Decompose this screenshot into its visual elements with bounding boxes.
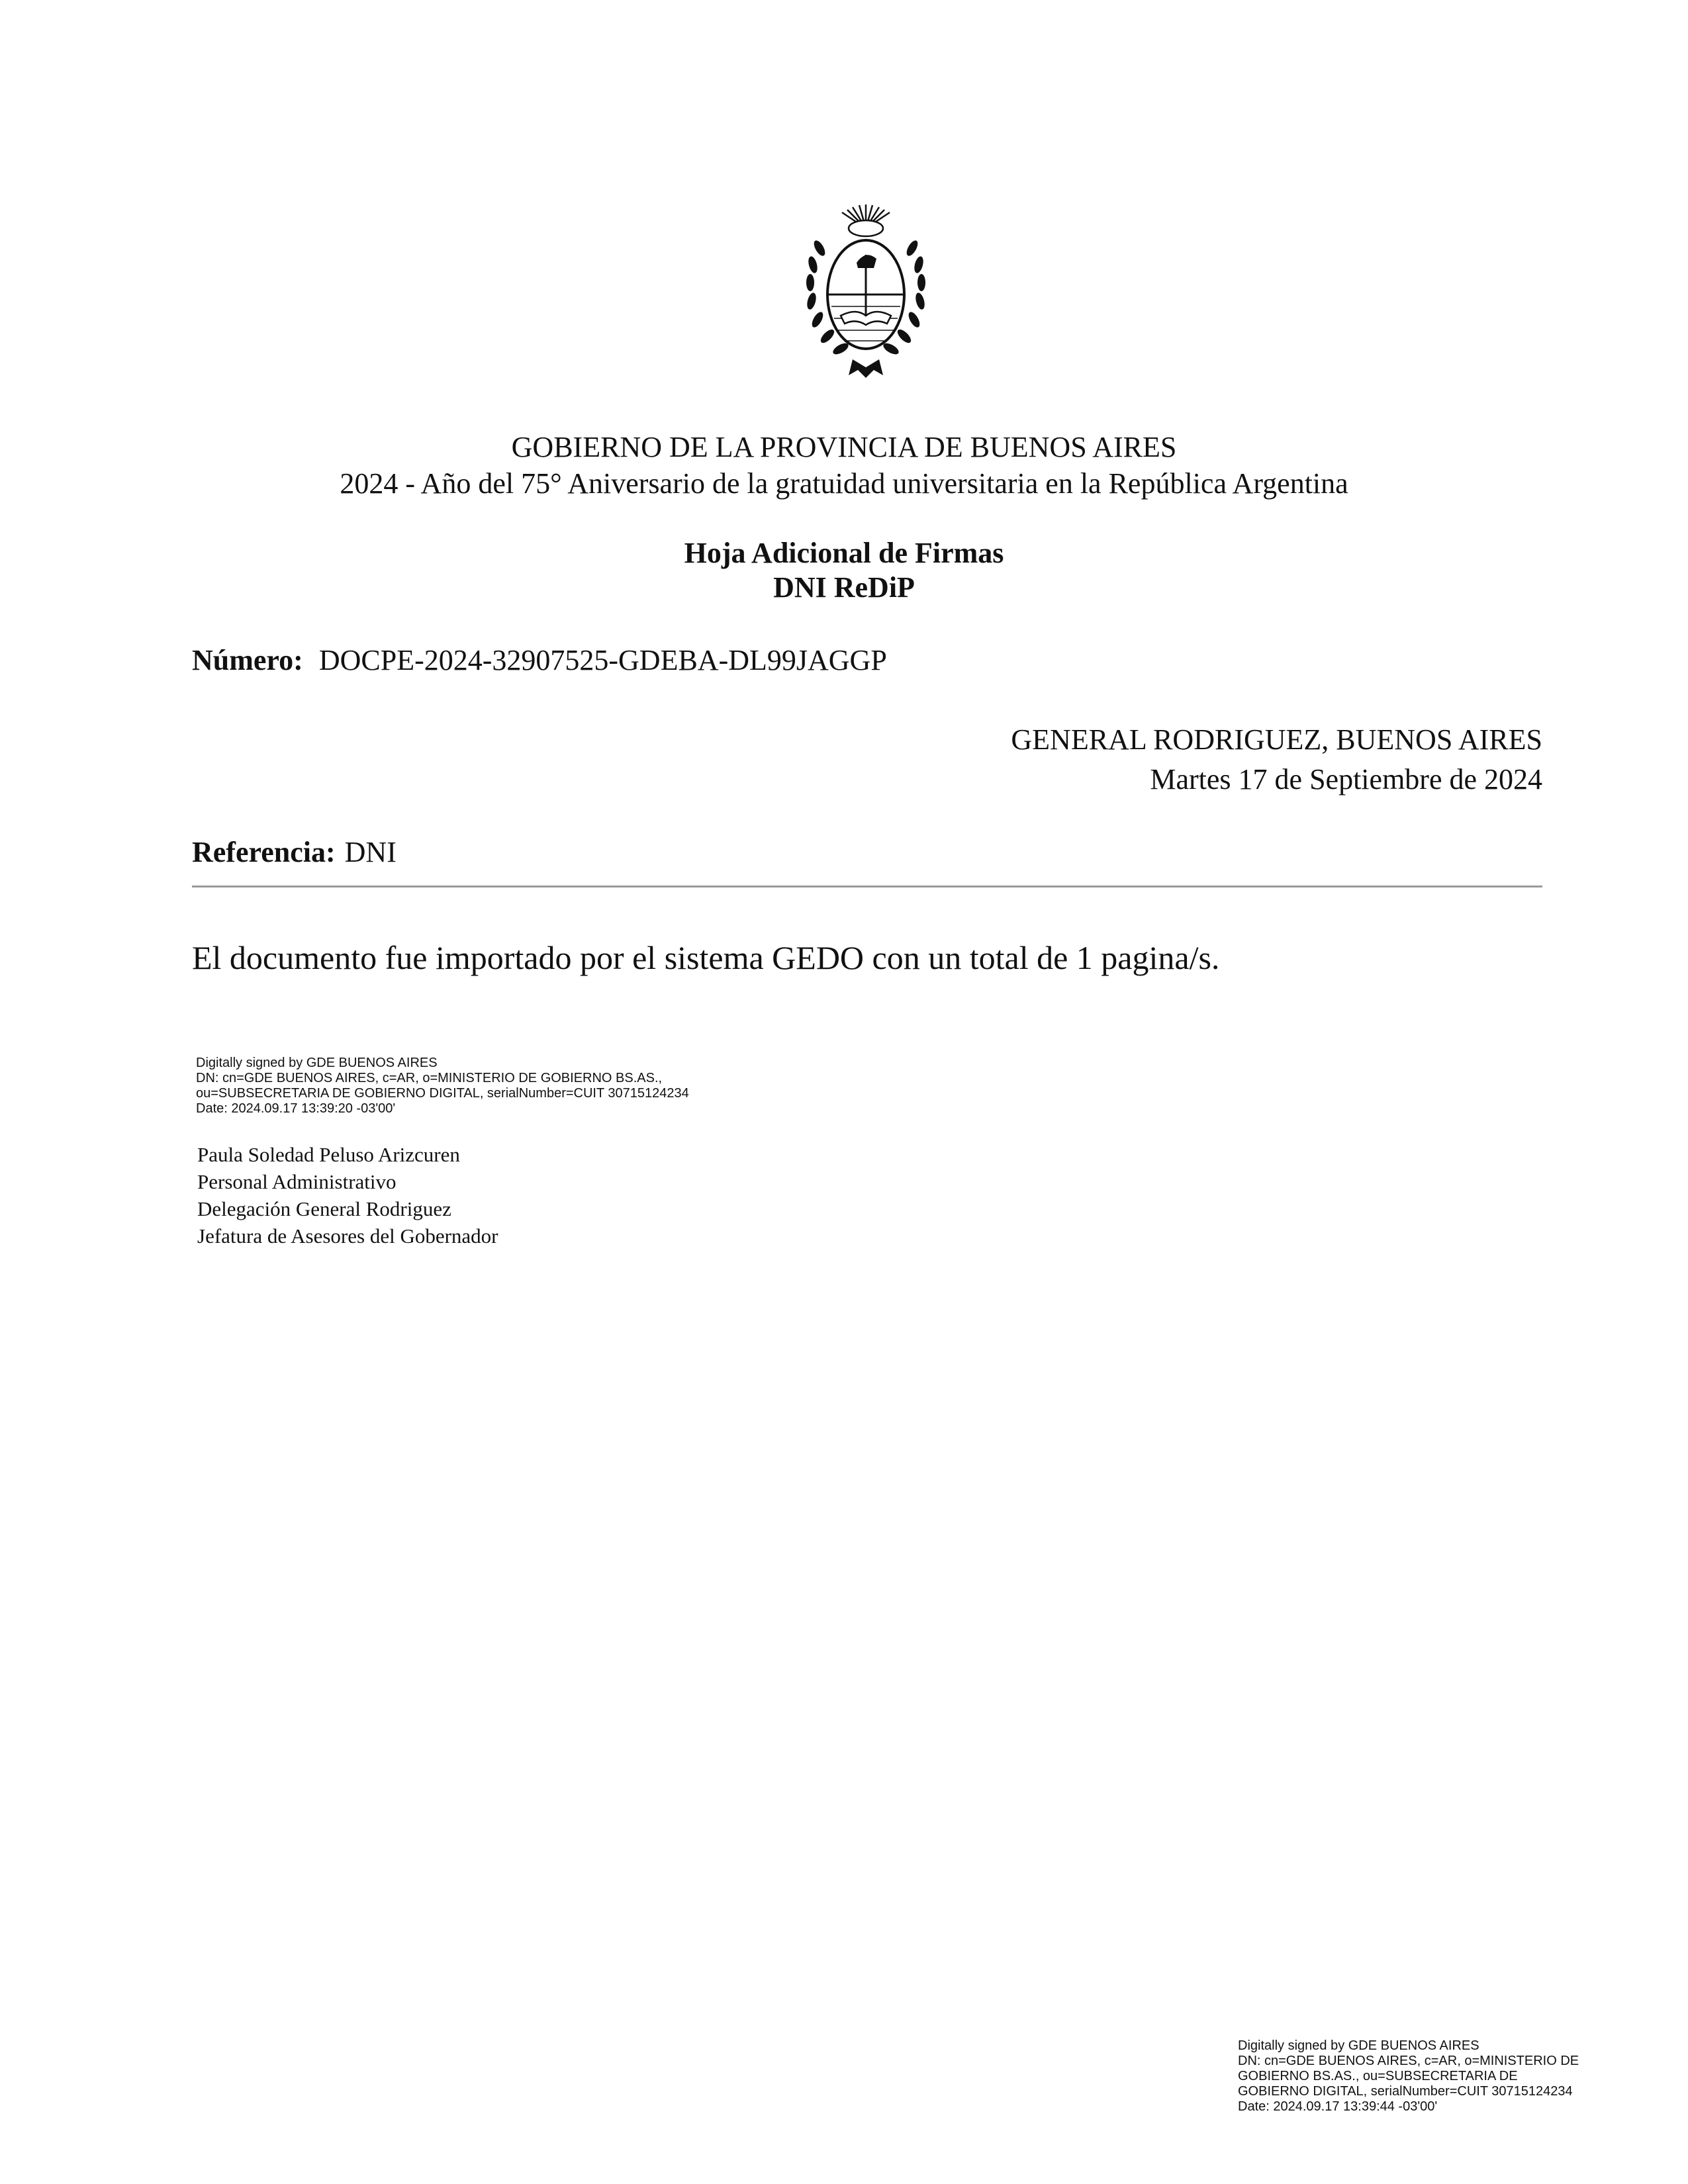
document-location: GENERAL RODRIGUEZ, BUENOS AIRES [1011,723,1542,756]
year-motto: 2024 - Año del 75° Aniversario de la gratuidad universitaria en la República Argentina [340,467,1348,500]
document-number-row [192,643,887,677]
document-title: Hoja Adicional de Firmas [684,537,1004,569]
signature-line: Digitally signed by GDE BUENOS AIRES [1238,2038,1479,2053]
signature-line: GOBIERNO DIGITAL, serialNumber=CUIT 30715124234 [1238,2084,1573,2099]
government-title: GOBIERNO DE LA PROVINCIA DE BUENOS AIRES [511,431,1177,463]
signature-line: Date: 2024.09.17 13:39:44 -03'00' [1238,2099,1438,2114]
reference-value: DNI [344,836,397,868]
document-body-text: El documento fue importado por el sistema GEDO con un total de 1 pagina/s. [192,939,1220,976]
digital-signature-stamp [196,1056,689,1116]
signature-line: DN: cn=GDE BUENOS AIRES, c=AR, o=MINISTERIO DE [1238,2054,1579,2068]
signature-line: Date: 2024.09.17 13:39:20 -03'00' [196,1101,396,1116]
signature-line: GOBIERNO BS.AS., ou=SUBSECRETARIA DE [1238,2069,1518,2083]
signer-role: Personal Administrativo [197,1170,397,1193]
document-subtitle: DNI ReDiP [773,571,915,604]
signer-block [197,1141,498,1250]
document-date: Martes 17 de Septiembre de 2024 [1150,763,1542,796]
signer-office: Delegación General Rodriguez [197,1197,451,1220]
signer-name: Paula Soledad Peluso Arizcuren [197,1143,460,1166]
section-divider [192,886,1542,887]
signer-department: Jefatura de Asesores del Gobernador [197,1224,498,1248]
reference-row [192,835,397,869]
coat-of-arms-icon [800,202,932,381]
footer-digital-signature-stamp [1238,2038,1579,2115]
document-number-value: DOCPE-2024-32907525-GDEBA-DL99JAGGP [318,644,887,676]
signature-line: ou=SUBSECRETARIA DE GOBIERNO DIGITAL, serialNumber=CUIT 30715124234 [196,1086,689,1101]
document-number-label: Número: [192,644,303,676]
signature-line: Digitally signed by GDE BUENOS AIRES [196,1056,438,1070]
reference-label: Referencia: [192,836,336,868]
signature-line: DN: cn=GDE BUENOS AIRES, c=AR, o=MINISTERIO DE GOBIERNO BS.AS., [196,1071,663,1085]
